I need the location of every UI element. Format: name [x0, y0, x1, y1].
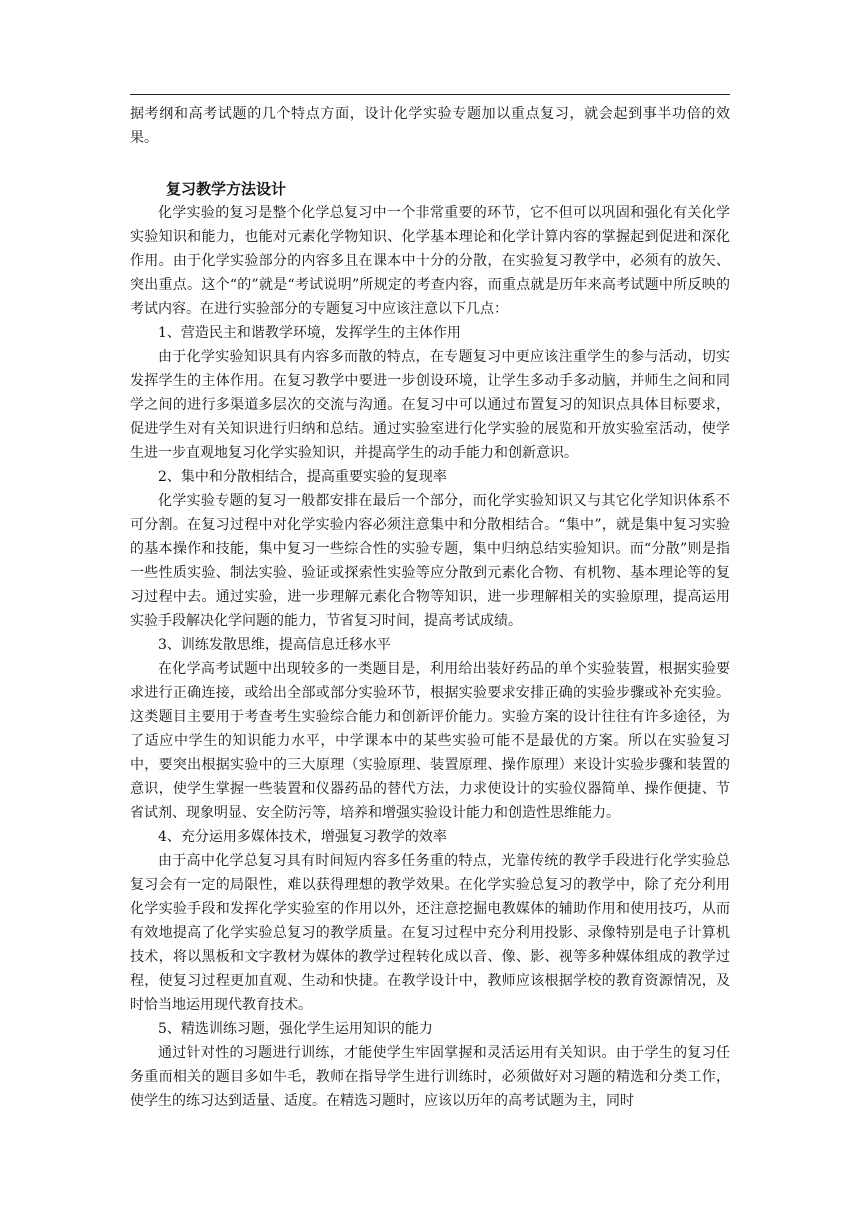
point-5-title: 5、精选训练习题，强化学生运用知识的能力	[158, 1021, 433, 1037]
point-4-title: 4、充分运用多媒体技术，增强复习教学的效率	[158, 829, 447, 845]
point-3-body: 在化学高考试题中出现较多的一类题目是，利用给出装好药品的单个实验装置，根据实验要求进行正确连接，或给出全部或部分实验环节，根据实验要求安排正确的实验步骤或补充实验。这类题目主要用于考查考生实验综合能力和创新评价能力。实验方案的设计往往有许多途径，为了适应中学生的知识能力水平，中学课本中的某些实验可能不是最优的方案。所以在实验复习中，要突出根据实验中的三大原理（实验原理、装置原理、操作原理）来设计实验步骤和装置的意识，使学生掌握一些装置和仪器药品的替代方法，力求使设计的实验仪器简单、操作便捷、节省试剂、现象明显、安全防污等，培养和增强实验设计能力和创造性思维能力。	[130, 661, 730, 821]
point-3-title: 3、训练发散思维，提高信息迁移水平	[158, 637, 391, 653]
lead-paragraph: 化学实验的复习是整个化学总复习中一个非常重要的环节，它不但可以巩固和强化有关化学实验知识和能力，也能对元素化学物知识、化学基本理论和化学计算内容的掌握起到促进和深化作用。由于化学实验部分的内容多且在课本中十分的分散，在实验复习教学中，必须有的放矢、突出重点。这个“的”就是“考试说明”所规定的考查内容，而重点就是历年来高考试题中所反映的考试内容。在进行实验部分的专题复习中应该注意以下几点：	[130, 205, 730, 317]
point-2-title: 2、集中和分散相结合，提高重要实验的复现率	[158, 469, 447, 485]
point-1-body: 由于化学实验知识具有内容多而散的特点，在专题复习中更应该注重学生的参与活动，切实发挥学生的主体作用。在复习教学中要进一步创设环境，让学生多动手多动脑，并师生之间和同学之间的进行多渠道多层次的交流与沟通。在复习中可以通过布置复习的知识点具体目标要求，促进学生对有关知识进行归纳和总结。通过实验室进行化学实验的展览和开放实验室活动，使学生进一步直观地复习化学实验知识，并提高学生的动手能力和创新意识。	[130, 349, 730, 461]
intro-paragraph: 据考纲和高考试题的几个特点方面，设计化学实验专题加以重点复习，就会起到事半功倍的效果。	[130, 106, 730, 146]
point-5-body: 通过针对性的习题进行训练，才能使学生牢固掌握和灵活运用有关知识。由于学生的复习任务重而相关的题目多如牛毛，教师在指导学生进行训练时，必须做好对习题的精选和分类工作，使学生的练习达到适量、适度。在精选习题时，应该以历年的高考试题为主，同时	[130, 1045, 730, 1109]
point-4-body: 由于高中化学总复习具有时间短内容多任务重的特点，光靠传统的教学手段进行化学实验总复习会有一定的局限性，难以获得理想的教学效果。在化学实验总复习的教学中，除了充分利用化学实验手段和发挥化学实验室的作用以外，还注意挖掘电教媒体的辅助作用和使用技巧，从而有效地提高了化学实验总复习的教学质量。在复习过程中充分利用投影、录像特别是电子计算机技术，将以黑板和文字教材为媒体的教学过程转化成以音、像、影、视等多种媒体组成的教学过程，使复习过程更加直观、生动和快捷。在教学设计中，教师应该根据学校的教育资源情况，及时恰当地运用现代教育技术。	[130, 853, 730, 1013]
header-rule	[130, 94, 730, 95]
document-page	[130, 102, 730, 1113]
point-1-title: 1、营造民主和谐教学环境，发挥学生的主体作用	[158, 325, 461, 341]
point-2-body: 化学实验专题的复习一般都安排在最后一个部分，而化学实验知识又与其它化学知识体系不可分割。在复习过程中对化学实验内容必须注意集中和分散相结合。“集中”，就是集中复习实验的基本操作和技能，集中复习一些综合性的实验专题，集中归纳总结实验知识。而“分散”则是指一些性质实验、制法实验、验证或探索性实验等应分散到元素化合物、有机物、基本理论等的复习过程中去。通过实验，进一步理解元素化合物等知识，进一步理解相关的实验原理，提高运用实验手段解决化学问题的能力，节省复习时间，提高考试成绩。	[130, 493, 730, 629]
section-heading: 复习教学方法设计	[166, 180, 287, 198]
